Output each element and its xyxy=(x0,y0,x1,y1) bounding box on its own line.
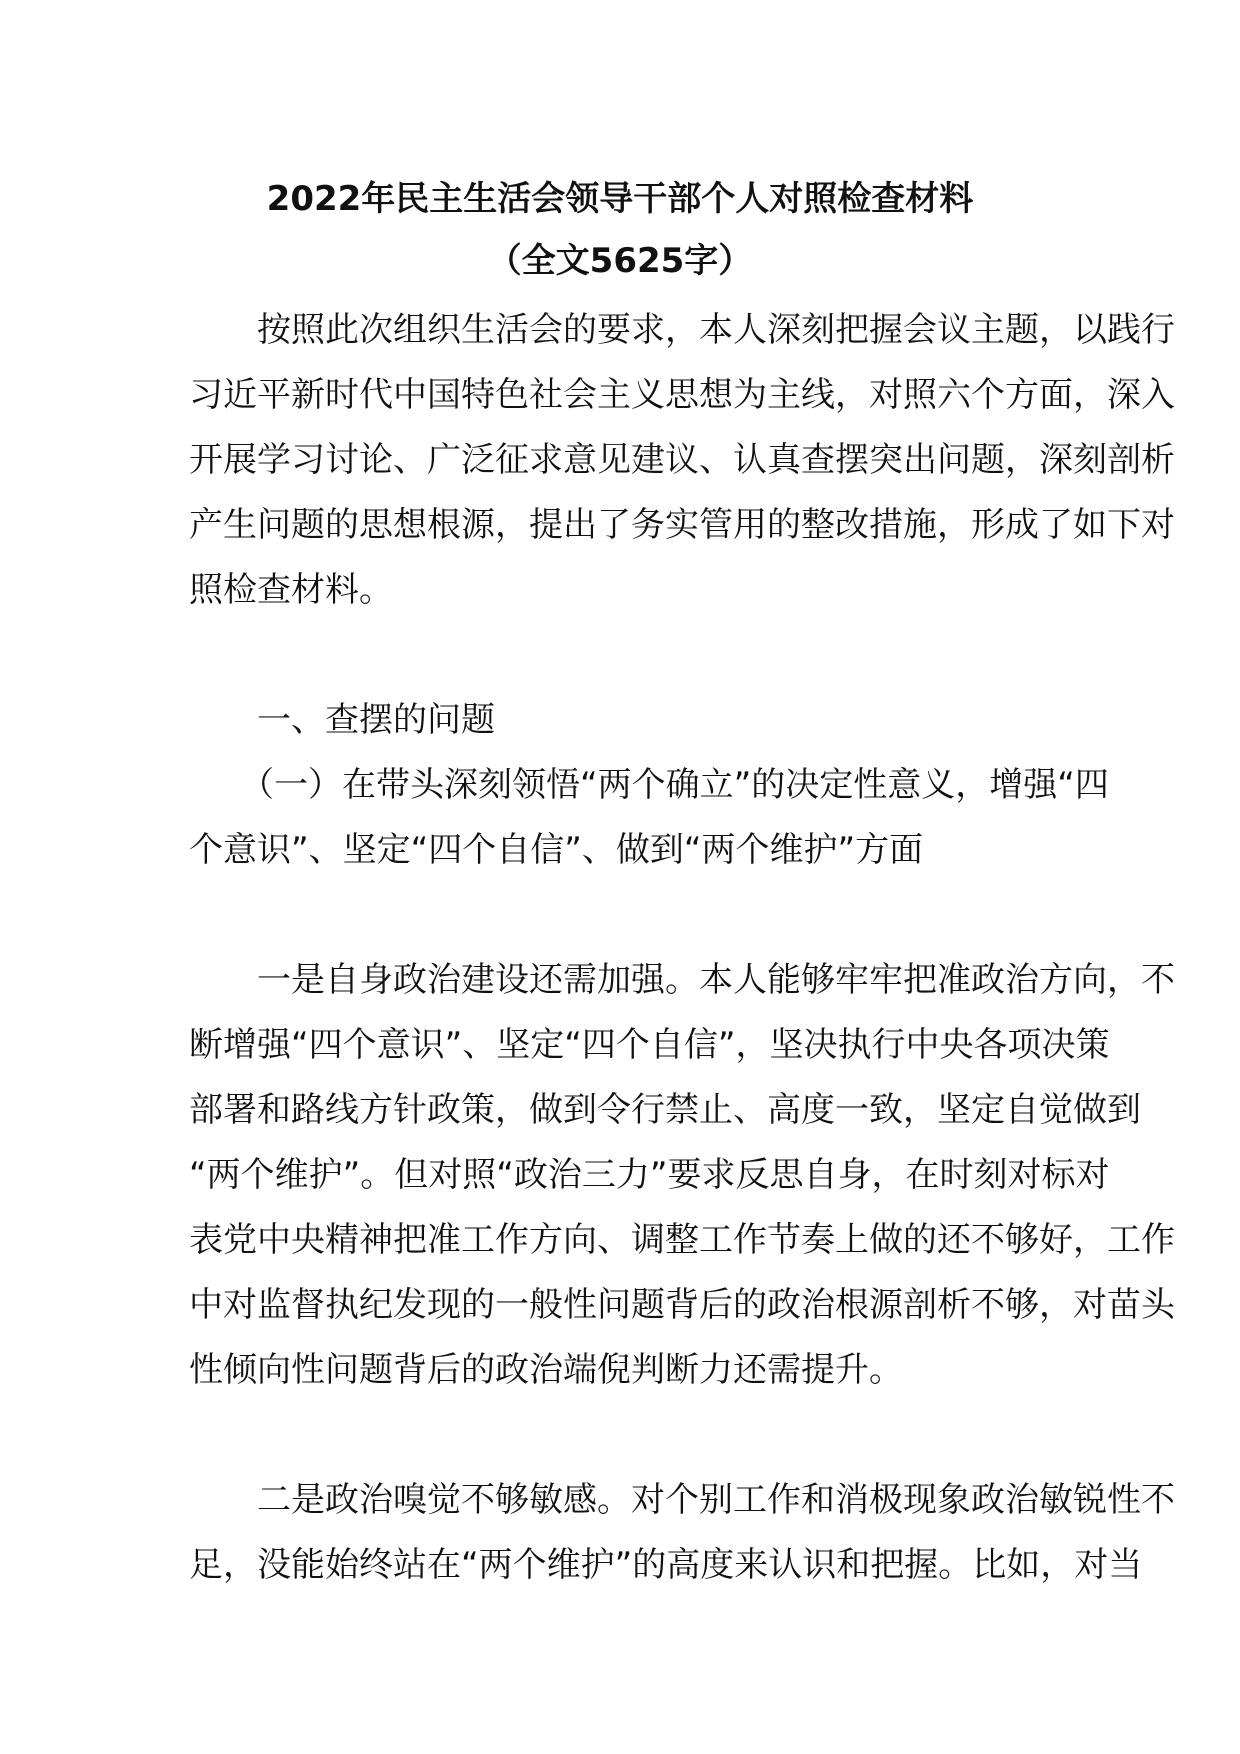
text-line: “两个维护”。但对照“政治三力”要求反思自身，在时刻对标对 xyxy=(189,1155,1110,1195)
text-line: （一）在带头深刻领悟“两个确立”的决定性意义，增强“四 xyxy=(189,765,1109,805)
text-line: 足，没能始终站在“两个维护”的高度来认识和把握。比如，对当 xyxy=(189,1545,1143,1585)
text-line: 断增强“四个意识”、坚定“四个自信”，坚决执行中央各项决策 xyxy=(189,1025,1110,1065)
text-line: 产生问题的思想根源，提出了务实管用的整改措施，形成了如下对 xyxy=(189,505,1175,545)
text-line: 性倾向性问题背后的政治端倪判断力还需提升。 xyxy=(189,1350,903,1390)
text-line: 习近平新时代中国特色社会主义思想为主线，对照六个方面，深入 xyxy=(189,375,1175,415)
text-line: 表党中央精神把准工作方向、调整工作节奏上做的还不够好，工作 xyxy=(189,1220,1175,1260)
section-heading: 一、查摆的问题 xyxy=(189,700,495,740)
text-line: 部署和路线方针政策，做到令行禁止、高度一致，坚定自觉做到 xyxy=(189,1090,1141,1130)
text-line: 个意识”、坚定“四个自信”、做到“两个维护”方面 xyxy=(189,830,924,870)
text-line: 一是自身政治建设还需加强。本人能够牢牢把准政治方向，不 xyxy=(189,960,1175,1000)
text-line: 二是政治嗅觉不够敏感。对个别工作和消极现象政治敏锐性不 xyxy=(189,1480,1175,1520)
text-line: 中对监督执纪发现的一般性问题背后的政治根源剖析不够，对苗头 xyxy=(189,1285,1175,1325)
document-subtitle: （全文5625字） xyxy=(487,241,753,281)
text-line: 按照此次组织生活会的要求，本人深刻把握会议主题，以践行 xyxy=(189,310,1175,350)
text-line: 开展学习讨论、广泛征求意见建议、认真查摆突出问题，深刻剖析 xyxy=(189,440,1175,480)
document-title: 2022年民主生活会领导干部个人对照检查材料 xyxy=(266,179,974,219)
text-line: 照检查材料。 xyxy=(189,570,393,610)
